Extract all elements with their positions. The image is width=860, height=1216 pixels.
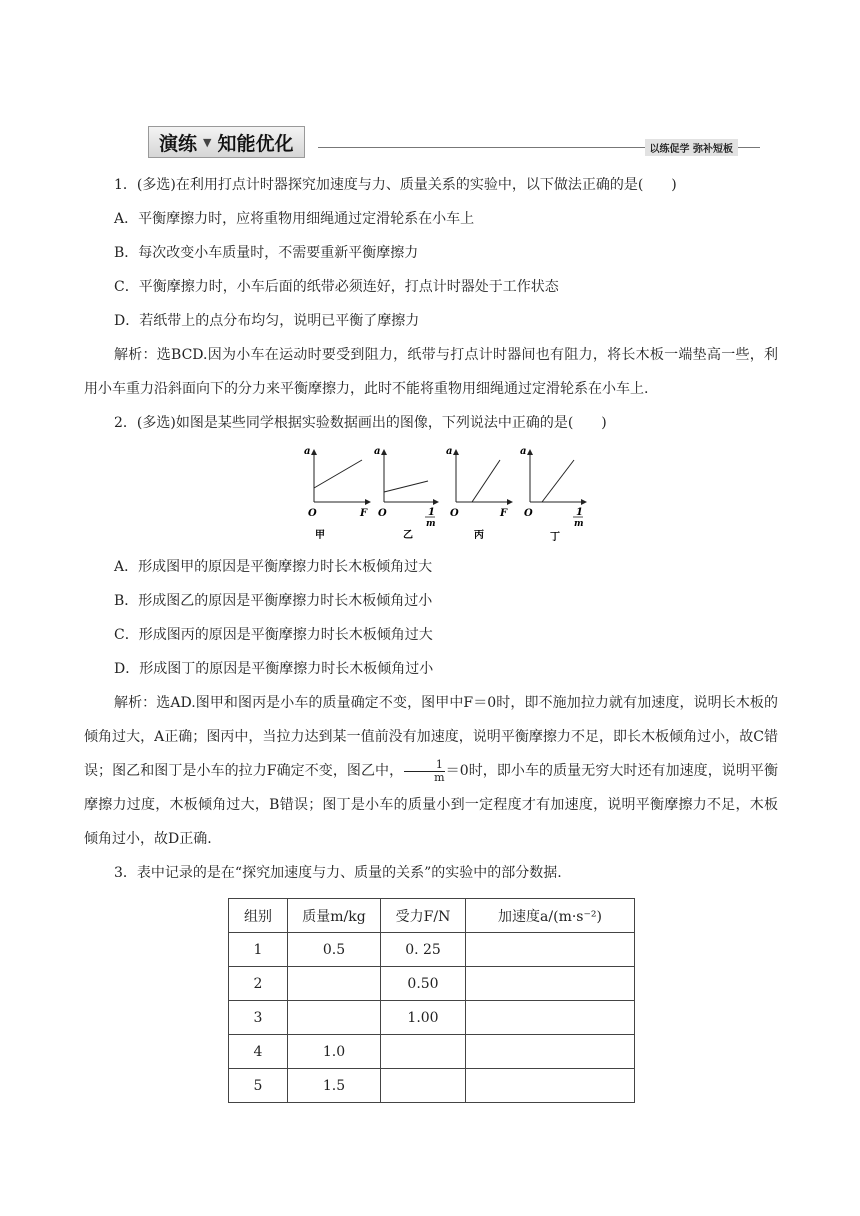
question-1-analysis: 解析：选BCD.因为小车在运动时要受到阻力，纸带与打点计时器间也有阻力，将长木板一端垫高一些，利用小车重力沿斜面向下的分力来平衡摩擦力，此时不能将重物用细绳通过定滑轮系在小车上. — [84, 347, 778, 397]
graph-yi-line — [384, 481, 428, 492]
question-2-analysis-part2: ＝0时，即小车的质量无穷大时还有加速度，说明平衡摩擦力过度，木板倾角过大，B错误；图丁是小车的质量小到一定程度才有加速度，说明平衡摩擦力不足，木板倾角过小，故D正确. — [84, 763, 778, 847]
table-cell — [381, 1035, 466, 1069]
table-cell: 1.0 — [288, 1035, 381, 1069]
question-2-option-c: C．形成图丙的原因是平衡摩擦力时长木板倾角过大 — [114, 627, 433, 643]
question-1-option-d: D．若纸带上的点分布均匀，说明已平衡了摩擦力 — [114, 313, 420, 329]
table-cell: 4 — [229, 1035, 288, 1069]
section-subtitle: 以练促学 弥补短板 — [645, 139, 738, 156]
table-cell — [466, 933, 635, 967]
table-cell — [466, 967, 635, 1001]
graph-jia-y-label: a — [304, 446, 311, 457]
table-cell — [381, 1069, 466, 1103]
graph-bing-y-label: a — [446, 446, 453, 457]
table-cell: 2 — [229, 967, 288, 1001]
table-cell — [466, 1035, 635, 1069]
graph-bing-line — [472, 460, 500, 502]
table-header-cell: 加速度a/(m·s⁻²) — [466, 899, 635, 933]
table-header-cell: 组别 — [229, 899, 288, 933]
header-rule-tail — [740, 147, 760, 148]
graph-yi-origin: O — [378, 508, 387, 519]
graph-yi-y-label: a — [374, 446, 381, 457]
table-row — [229, 1069, 635, 1103]
graph-ding-origin: O — [524, 508, 533, 519]
graph-bing — [446, 446, 512, 541]
question-2-option-d: D．形成图丁的原因是平衡摩擦力时长木板倾角过小 — [114, 661, 434, 677]
graph-yi-caption: 乙 — [403, 530, 413, 541]
graph-bing-origin: O — [450, 508, 459, 519]
graph-jia-origin: O — [308, 508, 317, 519]
graph-yi — [374, 446, 438, 541]
section-title-part2: 知能优化 — [217, 132, 294, 155]
table-row — [229, 967, 635, 1001]
table-header-cell: 受力F/N — [381, 899, 466, 933]
graph-ding-y-label: a — [520, 446, 527, 457]
section-title-part1: 演练 — [159, 132, 198, 155]
graph-ding-caption: 丁 — [550, 532, 560, 543]
question-2-graphs — [300, 440, 600, 549]
table-cell — [288, 967, 381, 1001]
table-cell — [288, 1001, 381, 1035]
table-cell: 1.5 — [288, 1069, 381, 1103]
graph-jia-x-label: F — [360, 508, 368, 519]
question-2-option-a: A．形成图甲的原因是平衡摩擦力时长木板倾角过大 — [114, 559, 433, 575]
question-1-option-c: C．平衡摩擦力时，小车后面的纸带必须连好，打点计时器处于工作状态 — [114, 279, 559, 295]
table-row — [229, 1001, 635, 1035]
table-cell — [466, 1069, 635, 1103]
table-row — [229, 933, 635, 967]
table-header-cell: 质量m/kg — [288, 899, 381, 933]
question-2-stem: 2．(多选)如图是某些同学根据实验数据画出的图像，下列说法中正确的是( ) — [114, 415, 607, 431]
table-cell: 5 — [229, 1069, 288, 1103]
question-1-option-b: B．每次改变小车质量时，不需要重新平衡摩擦力 — [114, 245, 419, 261]
graph-ding — [520, 446, 586, 543]
fraction-one-over-m: $\frac{1}{m}$ — [404, 759, 444, 784]
question-3-stem: 3．表中记录的是在“探究加速度与力、质量的关系”的实验中的部分数据. — [114, 865, 562, 881]
graph-jia-line — [314, 460, 362, 488]
table-cell — [466, 1001, 635, 1035]
graph-jia-caption: 甲 — [315, 530, 325, 541]
question-2-option-b: B．形成图乙的原因是平衡摩擦力时长木板倾角过小 — [114, 593, 433, 609]
table-row — [229, 1035, 635, 1069]
data-table — [228, 898, 635, 1103]
table-cell: 1.00 — [381, 1001, 466, 1035]
graph-jia — [304, 446, 370, 541]
graph-ding-line — [542, 460, 574, 502]
graph-bing-caption: 丙 — [474, 530, 484, 541]
triangle-down-icon: ▼ — [203, 135, 212, 149]
graph-yi-x-num: 1 — [428, 507, 435, 518]
table-cell: 0. 25 — [381, 933, 466, 967]
question-2-analysis-part1: 解析：选AD.图甲和图丙是小车的质量确定不变，图甲中F＝0时，即不施加拉力就有加速度，说明长木板的倾角过大，A正确；图丙中，当拉力达到某一值前没有加速度，说明平衡摩擦力不足，即长木板倾角过小，故C错误；图乙和图丁是小车的拉力F确定不变，图乙中， — [84, 695, 778, 779]
graph-yi-x-den: m — [426, 519, 436, 529]
question-1-stem: 1．(多选)在利用打点计时器探究加速度与力、质量关系的实验中，以下做法正确的是( ) — [114, 177, 677, 193]
question-1-option-a: A．平衡摩擦力时，应将重物用细绳通过定滑轮系在小车上 — [114, 211, 475, 227]
section-title-box — [148, 126, 305, 158]
section-header — [148, 126, 760, 160]
question-2-analysis — [84, 686, 778, 856]
graph-ding-x-num: 1 — [576, 507, 583, 518]
table-cell: 0.50 — [381, 967, 466, 1001]
table-cell: 0.5 — [288, 933, 381, 967]
graphs-figure — [300, 440, 600, 545]
table-cell: 1 — [229, 933, 288, 967]
graph-ding-x-den: m — [574, 519, 584, 529]
table-header-row — [229, 899, 635, 933]
table-cell: 3 — [229, 1001, 288, 1035]
graph-bing-x-label: F — [500, 508, 508, 519]
